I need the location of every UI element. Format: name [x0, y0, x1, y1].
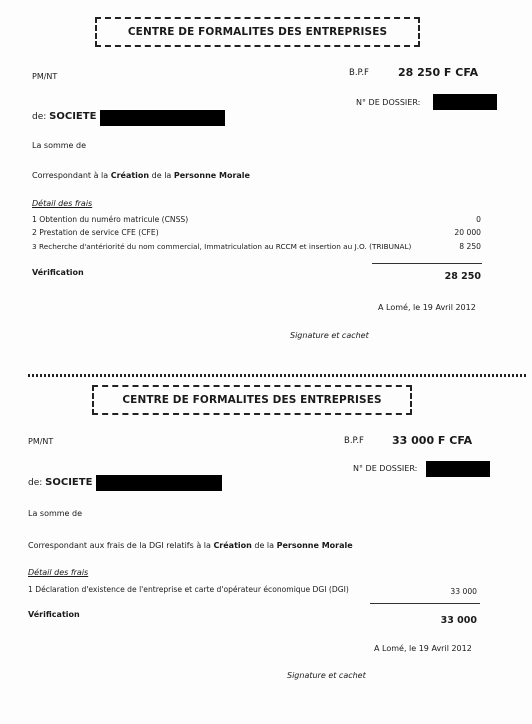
company-prefix: SOCIETE — [45, 477, 93, 488]
corresp-bold-creation: Création — [213, 541, 252, 550]
fee-row-label: 3 Recherche d'antériorité du nom commercial, Immatriculation au RCCM et insertion au J.O. (TRIBUNAL) — [32, 242, 412, 251]
dossier-label: N° DE DOSSIER: — [353, 464, 418, 473]
correspondant-line — [32, 171, 250, 180]
de-label: de: — [32, 112, 47, 122]
correspondant-line — [28, 541, 353, 550]
detail-title: Détail des frais — [32, 199, 93, 208]
fee-row-label: 2 Prestation de service CFE (CFE) — [32, 228, 159, 237]
somme-label: La somme de — [28, 509, 83, 518]
total-amount: 28 250 — [444, 271, 481, 282]
detail-title: Détail des frais — [28, 568, 89, 577]
verification-label: Vérification — [28, 610, 80, 619]
fee-row-amount: 8 250 — [459, 242, 481, 251]
verification-label: Vérification — [32, 268, 84, 277]
company-prefix: SOCIETE — [49, 111, 97, 122]
pm-nt-label: PM/NT — [28, 437, 54, 446]
redacted-dossier-number — [433, 94, 497, 110]
dossier-label: N° DE DOSSIER: — [356, 98, 421, 107]
bpf-label: B.P.F — [344, 436, 364, 446]
total-amount: 33 000 — [440, 615, 477, 626]
de-label: de: — [28, 478, 43, 488]
redacted-company-name — [100, 110, 225, 126]
corresp-mid: de la — [149, 171, 174, 180]
corresp-prefix: Correspondant aux frais de la DGI relatifs à la — [28, 541, 214, 550]
receipt-header: CENTRE DE FORMALITES DES ENTREPRISES — [92, 385, 412, 415]
redacted-company-name — [96, 475, 222, 491]
signature-label: Signature et cachet — [290, 331, 369, 340]
receipt-header: CENTRE DE FORMALITES DES ENTREPRISES — [95, 17, 420, 47]
fee-row-amount: 33 000 — [450, 587, 477, 596]
fee-row-label: 1 Obtention du numéro matricule (CNSS) — [32, 215, 189, 224]
fee-row-amount: 20 000 — [454, 228, 481, 237]
corresp-bold-personne: Personne Morale — [173, 171, 250, 180]
company-line — [32, 111, 96, 122]
fee-row-amount: 0 — [476, 215, 481, 224]
corresp-bold-creation: Création — [110, 171, 150, 180]
bpf-amount: 28 250 F CFA — [398, 66, 479, 79]
bpf-amount: 33 000 F CFA — [392, 434, 473, 447]
bpf-label: B.P.F — [349, 68, 369, 78]
pm-nt-label: PM/NT — [32, 72, 58, 81]
corresp-prefix: Correspondant à la — [32, 171, 111, 180]
corresp-mid: de la — [251, 541, 277, 550]
place-date: A Lomé, le 19 Avril 2012 — [374, 644, 472, 653]
company-line — [28, 477, 92, 488]
place-date: A Lomé, le 19 Avril 2012 — [378, 303, 476, 312]
total-rule — [370, 603, 480, 604]
fee-row-label: 1 Déclaration d'existence de l'entreprise et carte d'opérateur économique DGI (DGI) — [28, 585, 349, 594]
signature-label: Signature et cachet — [287, 671, 366, 680]
somme-label: La somme de — [32, 141, 87, 150]
receipt-2 — [0, 365, 532, 724]
corresp-bold-personne: Personne Morale — [276, 541, 353, 550]
total-rule — [372, 263, 482, 264]
redacted-dossier-number — [426, 461, 490, 477]
